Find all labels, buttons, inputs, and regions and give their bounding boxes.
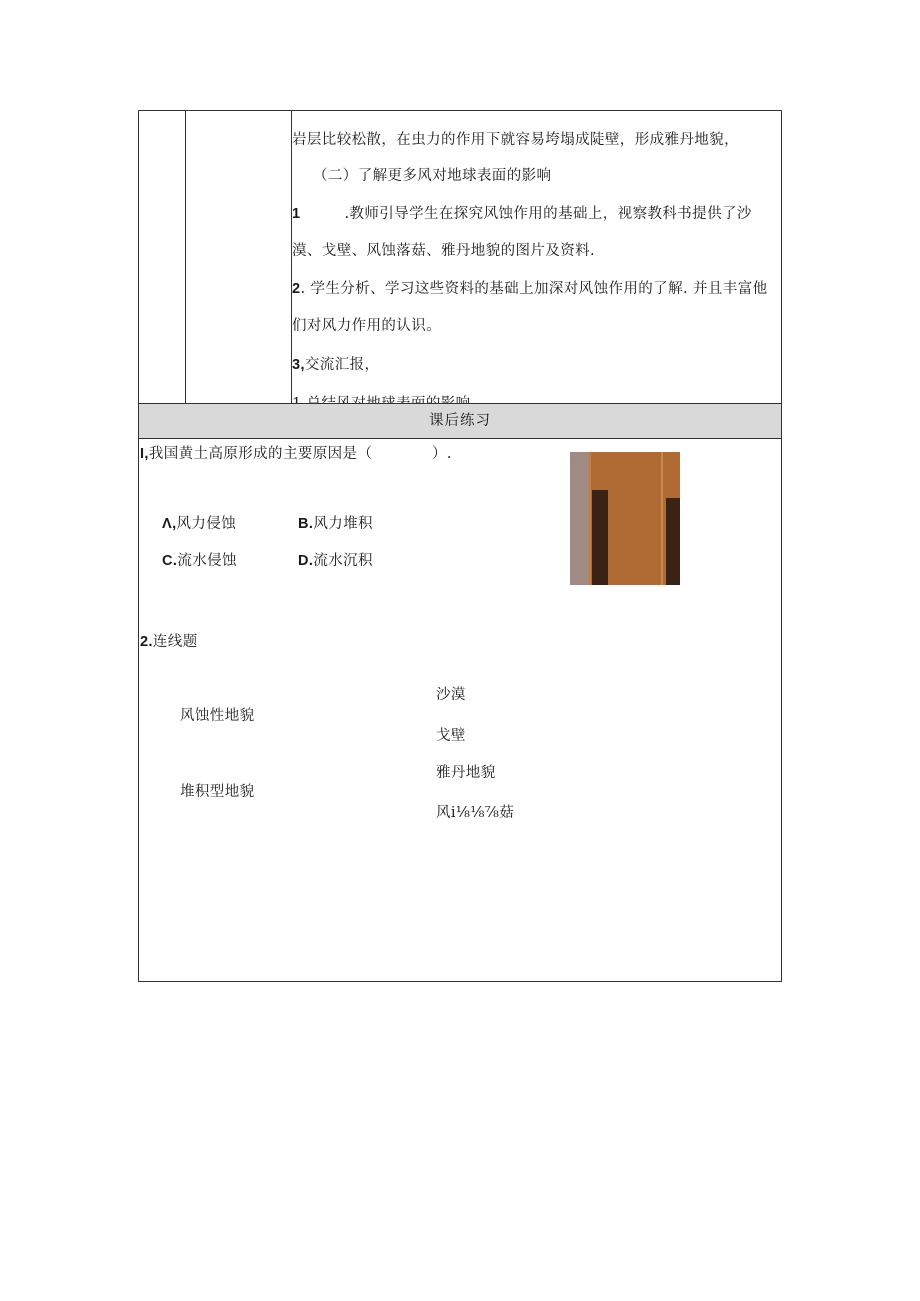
step-3 xyxy=(292,353,379,374)
step-number: 3, xyxy=(292,357,305,373)
step-number: 2 xyxy=(292,281,301,297)
question-text: 连线题 xyxy=(152,634,198,650)
text-line: 漠、戈壁、风蚀落菇、雅丹地貌的图片及资料. xyxy=(292,243,596,259)
step-number: 1 xyxy=(292,206,301,222)
option-c xyxy=(162,549,237,570)
option-text: 风力侵蚀 xyxy=(176,516,237,532)
text-line: 们对风力作用的认识。 xyxy=(292,318,441,334)
match-left-item[interactable]: 堆积型地貌 xyxy=(180,784,255,800)
question-text: 我国黄土高原形成的主要原因是（ ）. xyxy=(148,446,452,462)
option-text: 流水侵蚀 xyxy=(177,553,237,569)
step-2 xyxy=(292,277,768,298)
step-text: 交流汇报， xyxy=(304,357,380,373)
option-key: D. xyxy=(298,553,314,569)
option-key: Λ, xyxy=(162,516,177,532)
landform-photo xyxy=(570,452,680,585)
match-right-item[interactable]: 风i⅛⅛⅞菇 xyxy=(436,805,515,821)
question-number: I, xyxy=(140,446,149,462)
lesson-table xyxy=(138,110,782,982)
match-left-item[interactable]: 风蚀性地貌 xyxy=(180,708,255,724)
option-text: 风力堆积 xyxy=(313,516,373,532)
step-text: . 学生分析、学习这些资料的基础上加深对风蚀作用的了解. 并且丰富他 xyxy=(300,281,768,297)
question-number: 2. xyxy=(140,634,153,650)
exercise-header: 课后练习 xyxy=(139,403,781,439)
option-a xyxy=(162,512,236,533)
option-key: B. xyxy=(298,516,314,532)
question-1 xyxy=(140,442,452,463)
match-right-item[interactable]: 沙漠 xyxy=(436,687,466,703)
option-b xyxy=(298,512,373,533)
match-right-item[interactable]: 雅丹地貌 xyxy=(436,765,496,781)
lesson-procedure-cell xyxy=(291,111,779,403)
match-right-item[interactable]: 戈壁 xyxy=(436,728,466,744)
column-divider-1 xyxy=(185,111,186,403)
step-text: .教师引导学生在探究风蚀作用的基础上，视察教科书提供了沙 xyxy=(344,206,752,222)
option-d xyxy=(298,549,373,570)
step-1 xyxy=(292,202,752,223)
option-text: 流水沉积 xyxy=(313,553,373,569)
section-heading: （二）了解更多风对地球表面的影响 xyxy=(313,168,552,184)
question-2 xyxy=(140,630,198,651)
text-line: 岩层比较松散，在虫力的作用下就容易垮塌成陡壁，形成雅丹地貌， xyxy=(292,132,739,148)
option-key: C. xyxy=(162,553,178,569)
